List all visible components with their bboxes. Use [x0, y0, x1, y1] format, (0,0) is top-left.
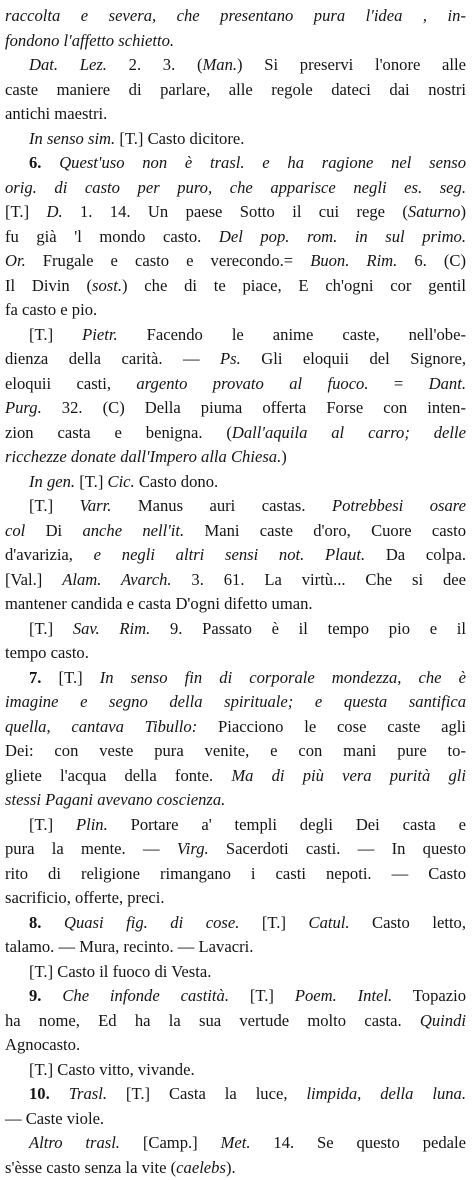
text-run: Piacciono le cose caste agli — [197, 717, 466, 736]
text-line — [5, 837, 466, 862]
text-line — [5, 494, 466, 519]
text-line — [5, 396, 466, 421]
text-run: [T.] Casto il fuoco di Vesta. — [29, 962, 211, 981]
text-line — [5, 641, 466, 666]
text-run: eloquii casti, — [5, 374, 136, 393]
text-line — [5, 543, 466, 568]
text-run: ha nome, Ed ha la sua vertude molto casta. — [5, 1011, 420, 1030]
sense-number: 6. — [29, 153, 41, 172]
text-run: fu già 'l mondo casto. — [5, 227, 219, 246]
italic-text: Dat. Lez. — [29, 55, 107, 74]
text-line — [5, 323, 466, 348]
text-run: 2. 3. ( — [107, 55, 203, 74]
text-line — [5, 445, 466, 470]
text-line — [5, 617, 466, 642]
text-line — [5, 225, 466, 250]
text-run: ). — [226, 1158, 236, 1177]
italic-text: Alam. Avarch. — [62, 570, 171, 589]
italic-text: Altro trasl. — [29, 1133, 120, 1152]
text-run: 1. 14. Un paese Sotto il cui rege ( — [63, 202, 408, 221]
text-line — [5, 470, 466, 495]
text-line — [5, 249, 466, 274]
text-run: Manus auri castas. — [111, 496, 332, 515]
text-run: [T.] — [75, 472, 107, 491]
text-run: [T.] Casto vitto, vivande. — [29, 1060, 195, 1079]
text-line — [5, 813, 466, 838]
text-run: d'avarizia, — [5, 545, 94, 564]
italic-text: anche nell'it. — [82, 521, 184, 540]
text-run: Di — [25, 521, 82, 540]
text-line — [5, 347, 466, 372]
text-run: ) — [460, 202, 466, 221]
text-run: 3. 61. La virtù... Che si dee — [172, 570, 467, 589]
text-line — [5, 592, 466, 617]
text-line — [5, 788, 466, 813]
text-line — [5, 151, 466, 176]
text-run: 9. Passato è il tempo pio e il — [150, 619, 466, 638]
text-run: [T.] — [29, 815, 76, 834]
text-run: antichi maestri. — [5, 104, 107, 123]
text-line — [5, 886, 466, 911]
italic-text: Virg. — [177, 839, 209, 858]
text-run: Casto dono. — [135, 472, 218, 491]
text-run: ) che di te piace, E ch'ogni cor gentil — [122, 276, 466, 295]
text-line — [5, 1033, 466, 1058]
italic-text: e negli altri sensi not. Plaut. — [94, 545, 365, 564]
italic-text: Purg. — [5, 398, 42, 417]
text-run: Casto letto, — [350, 913, 466, 932]
text-line — [5, 935, 466, 960]
text-line — [5, 984, 466, 1009]
italic-text: Quest'uso non è trasl. e ha ragione nel senso — [41, 153, 466, 172]
text-run: Da colpa. — [365, 545, 466, 564]
text-run: [T.] — [29, 325, 82, 344]
italic-text: Trasl. — [50, 1084, 107, 1103]
text-run: — Caste viole. — [5, 1109, 104, 1128]
italic-text: Dant. — [429, 374, 466, 393]
text-run: Frugale e casto e verecondo.= — [26, 251, 310, 270]
italic-text: Varr. — [80, 496, 112, 515]
text-run: Dei: con veste pura venite, e con mani pure to- — [5, 741, 466, 760]
italic-text: imagine e segno della spirituale; e questa santifica — [5, 692, 466, 711]
text-run: [T.] Casta la luce, — [107, 1084, 306, 1103]
text-line — [5, 29, 466, 54]
italic-text: stessi Pagani avevano coscienza. — [5, 790, 225, 809]
italic-text: Sav. Rim. — [73, 619, 150, 638]
text-run: Sacerdoti casti. — In questo — [209, 839, 466, 858]
text-line — [5, 4, 466, 29]
text-run: Agnocasto. — [5, 1035, 80, 1054]
italic-text: D. — [46, 202, 62, 221]
text-line — [5, 372, 466, 397]
text-line — [5, 53, 466, 78]
text-line — [5, 568, 466, 593]
italic-text: In senso fin di corporale mondezza, che è — [100, 668, 466, 687]
italic-text: Potrebbesi osare — [332, 496, 466, 515]
italic-text: sost. — [92, 276, 122, 295]
italic-text: In senso sim. — [29, 129, 115, 148]
italic-text: Quasi fig. di cose. — [41, 913, 239, 932]
text-run: Il Divin ( — [5, 276, 92, 295]
text-line — [5, 715, 466, 740]
italic-text: caelebs — [176, 1158, 226, 1177]
text-run: mantener candida e casta D'ogni difetto uman. — [5, 594, 313, 613]
dictionary-entry-text — [5, 4, 466, 1180]
italic-text: Or. — [5, 251, 26, 270]
text-line — [5, 127, 466, 152]
text-line — [5, 764, 466, 789]
italic-text: Poem. Intel. — [295, 986, 392, 1005]
italic-text: Pietr. — [82, 325, 118, 344]
text-run: sacrificio, offerte, preci. — [5, 888, 165, 907]
text-run: talamo. — Mura, recinto. — Lavacri. — [5, 937, 253, 956]
text-run: [T.] — [29, 619, 73, 638]
italic-text: Che infonde castità. — [41, 986, 229, 1005]
italic-text: Catul. — [309, 913, 350, 932]
text-line — [5, 274, 466, 299]
text-line — [5, 1009, 466, 1034]
text-run: [Val.] — [5, 570, 62, 589]
text-run: Facendo le anime caste, nell'obe- — [118, 325, 466, 344]
text-line — [5, 200, 466, 225]
italic-text: orig. di casto per puro, che apparisce negli es. seg. — [5, 178, 466, 197]
text-line — [5, 862, 466, 887]
italic-text: Man. — [202, 55, 237, 74]
text-run: [T.] — [229, 986, 295, 1005]
text-run: = — [369, 374, 429, 393]
text-line — [5, 78, 466, 103]
text-line — [5, 1156, 466, 1180]
text-run: gliete l'acqua della fonte. — [5, 766, 231, 785]
text-run: dienza della carità. — — [5, 349, 220, 368]
text-run: s'èsse casto senza la vite ( — [5, 1158, 176, 1177]
italic-text: Quindi — [420, 1011, 466, 1030]
italic-text: In gen. — [29, 472, 75, 491]
italic-text: Plin. — [76, 815, 108, 834]
italic-text: quella, cantava Tibullo: — [5, 717, 197, 736]
text-line — [5, 519, 466, 544]
text-run: ) Si preservi l'onore alle — [237, 55, 466, 74]
text-line — [5, 1131, 466, 1156]
text-line — [5, 690, 466, 715]
text-run: [T.] — [41, 668, 99, 687]
text-run: zion casta e benigna. ( — [5, 423, 232, 442]
text-line — [5, 1107, 466, 1132]
italic-text: Cic. — [108, 472, 135, 491]
italic-text: raccolta e severa, che presentano pura l'idea , in- — [5, 6, 466, 25]
text-line — [5, 960, 466, 985]
text-run: [Camp.] — [120, 1133, 221, 1152]
text-run: [T.] — [29, 496, 80, 515]
text-run: [T.] — [239, 913, 308, 932]
text-line — [5, 176, 466, 201]
sense-number: 8. — [29, 913, 41, 932]
text-run: Portare a' templi degli Dei casta e — [108, 815, 466, 834]
text-run: Mani caste d'oro, Cuore casto — [184, 521, 466, 540]
italic-text: Saturno — [408, 202, 461, 221]
italic-text: fondono l'affetto schietto. — [5, 31, 174, 50]
text-line — [5, 298, 466, 323]
text-run: fa casto e pio. — [5, 300, 97, 319]
text-run: Gli eloquii del Signore, — [241, 349, 466, 368]
text-line — [5, 1058, 466, 1083]
text-run: [T.] — [5, 202, 46, 221]
italic-text: ricchezze donate dall'Impero alla Chiesa. — [5, 447, 281, 466]
text-run: 32. (C) Della piuma offerta Forse con inten- — [42, 398, 466, 417]
italic-text: Met. — [221, 1133, 251, 1152]
text-run: pura la mente. — — [5, 839, 177, 858]
text-run: Topazio — [392, 986, 466, 1005]
sense-number: 9. — [29, 986, 41, 1005]
italic-text: Ma di più vera purità gli — [231, 766, 466, 785]
italic-text: Del pop. rom. in sul primo. — [219, 227, 466, 246]
text-run: rito di religione rimangano i casti nepoti. — Casto — [5, 864, 466, 883]
italic-text: limpida, della luna. — [306, 1084, 466, 1103]
text-line — [5, 911, 466, 936]
italic-text: Buon. Rim. — [310, 251, 397, 270]
text-line — [5, 1082, 466, 1107]
text-run: ) — [281, 447, 287, 466]
sense-number: 7. — [29, 668, 41, 687]
text-run: 6. (C) — [397, 251, 466, 270]
italic-text: argento provato al fuoco. — [136, 374, 368, 393]
italic-text: col — [5, 521, 25, 540]
text-line — [5, 666, 466, 691]
text-line — [5, 739, 466, 764]
text-line — [5, 421, 466, 446]
italic-text: Ps. — [220, 349, 241, 368]
text-run: tempo casto. — [5, 643, 89, 662]
text-line — [5, 102, 466, 127]
italic-text: Dall'aquila al carro; delle — [232, 423, 466, 442]
sense-number: 10. — [29, 1084, 50, 1103]
text-run: 14. Se questo pedale — [251, 1133, 466, 1152]
text-run: caste maniere di parlare, alle regole dateci dai nostri — [5, 80, 466, 99]
text-run: [T.] Casto dicitore. — [115, 129, 244, 148]
